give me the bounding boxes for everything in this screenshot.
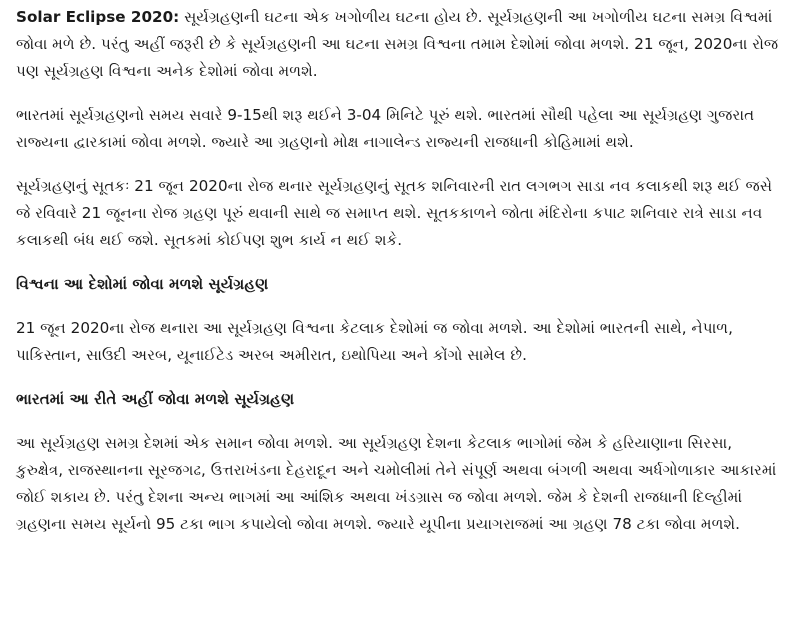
world-countries-heading: વિશ્વના આ દેશોમાં જોવા મળશે સૂર્યગ્રહણ — [16, 275, 269, 293]
india-visibility-heading: ભારતમાં આ રીતે અહીં જોવા મળશે સૂર્યગ્રહણ — [16, 390, 295, 408]
world-countries-paragraph: 21 જૂન 2020ના રોજ થનારા આ સૂર્યગ્રહણ વિશ્વના કેટલાક દેશોમાં જ જોવા મળશે. આ દેશોમાં ભારતની સાથે, નેપાળ, પાકિસ્તાન, સાઉદી અરબ, યૂનાઈટેડ અરબ અમીરાત, ઇથોપિયા અને કોંગો સામેલ છે. — [16, 319, 733, 364]
eclipse-time-paragraph: ભારતમાં સૂર્યગ્રહણનો સમય સવારે 9-15થી શરૂ થઈને 3-04 મિનિટે પૂરું થશે. ભારતમાં સૌથી પહેલા આ સૂર્યગ્રહણ ગુજરાત રાજ્યના દ્વારકામાં જોવા મળશે. જ્યારે આ ગ્રહણનો મોક્ષ નાગાલેન્ડ રાજ્યની રાજધાની કોહિમામાં થશે. — [16, 106, 755, 151]
sutak-paragraph: સૂર્યગ્રહણનું સૂતકઃ 21 જૂન 2020ના રોજ થનાર સૂર્યગ્રહણનું સૂતક શનિવારની રાત લગભગ સાડા નવ કલાકથી શરૂ થઈ જસે જે રવિવારે 21 જૂનના રોજ ગ્રહણ પૂરું થવાની સાથે જ સમાપ્ત થશે. સૂતકકાળને જોતા મંદિરોના કપાટ શનિવાર રાત્રે સાડા નવ કલાકથી બંધ થઈ જશે. સૂતકમાં કોઈપણ શુભ કાર્ય ન થઈ શકે. — [16, 177, 773, 249]
intro-text: સૂર્યગ્રહણની ઘટના એક ખગોળીય ઘટના હોય છે. સૂર્યગ્રહણની આ ખગોળીય ઘટના સમગ્ર વિશ્વમાં જોવા મળે છે. પરંતુ અહીં જરૂરી છે કે સૂર્યગ્રહણની આ ઘટના સમગ્ર વિશ્વના તમામ દેશોમાં જોવા મળશે. 21 જૂન, 2020ના રોજ પણ સૂર્યગ્રહણ વિશ્વના અનેક દેશોમાં જોવા મળશે. — [16, 8, 779, 80]
india-visibility-paragraph: આ સૂર્યગ્રહણ સમગ્ર દેશમાં એક સમાન જોવા મળશે. આ સૂર્યગ્રહણ દેશના કેટલાક ભાગોમાં જેમ કે હરિયાણાના સિરસા, કુરુક્ષેત્ર, રાજસ્થાનના સૂરજગઢ, ઉત્તરાખંડના દેહરાદૂન અને ચમોલીમાં તેને સંપૂર્ણ અથવા બંગળી અથવા અર્ધગોળાકાર આકારમાં જોઈ શકાય છે. પરંતુ દેશના અન્ય ભાગમાં આ આંશિક અથવા ખંડગ્રાસ જ જોવા મળશે. જેમ કે દેશની રાજધાની દિલ્હીમાં ગ્રહણના સમય સૂર્યનો 95 ટકા ભાગ કપાયેલો જોવા મળશે. જ્યારે યૂપીના પ્રયાગરાજમાં આ ગ્રહણ 78 ટકા જોવા મળશે. — [16, 434, 777, 533]
intro-lead: Solar Eclipse 2020: — [16, 8, 180, 26]
intro-paragraph — [16, 4, 779, 85]
